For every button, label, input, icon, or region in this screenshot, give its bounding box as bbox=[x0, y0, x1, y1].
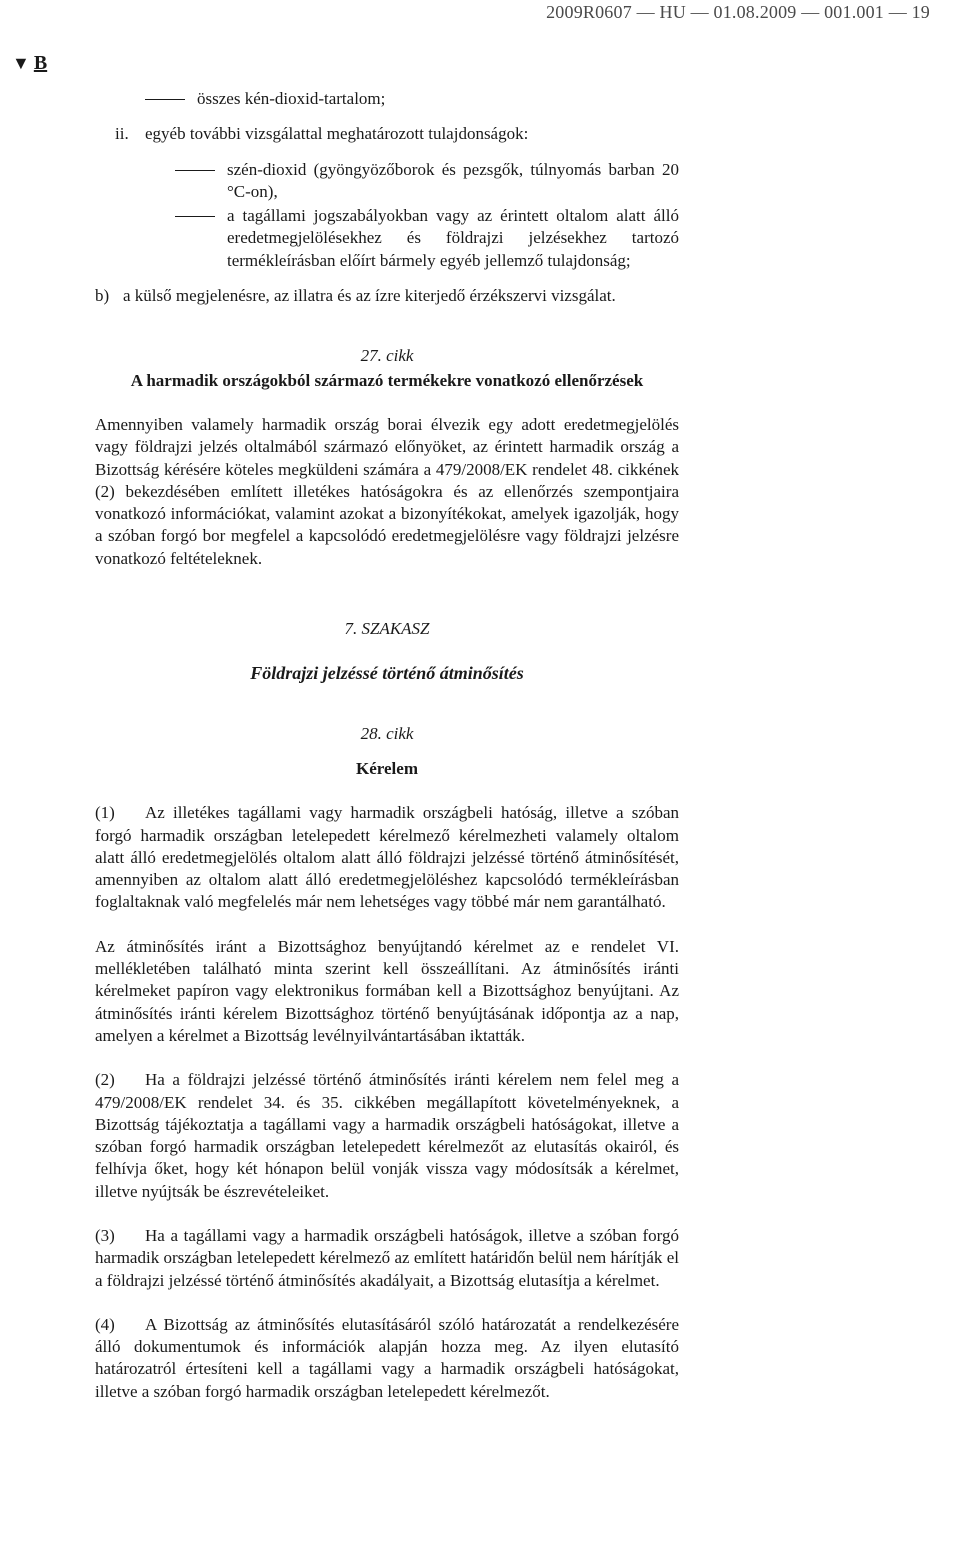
paragraph-2 bbox=[95, 1069, 679, 1203]
article-27-body: Amennyiben valamely harmadik ország borai élvezik egy adott eredetmegjelölés vagy földrajzi jelzés oltalmából származó előnyöket, az érintett harmadik ország a Bizottság kérésére köteles megküldeni számára a 479/2008/EK rendelet 48. cikkének (2) bekezdésében említett illetékes hatóságokra és az ellenőrzés szempontjaira vonatkozó információkat, valamint azokat a bizonyítékokat, amelyek igazolják, hogy a szóban forgó bor megfelel a kapcsolódó eredetmegjelölésre vagy földrajzi jelzésre vonatkozó feltételeknek. bbox=[95, 414, 679, 568]
list-item-ii-text: egyéb további vizsgálattal meghatározott tulajdonságok: bbox=[145, 124, 529, 144]
paragraph-4-number: (4) bbox=[95, 1314, 115, 1334]
paragraph-3-number: (3) bbox=[95, 1225, 115, 1245]
article-27-title: A harmadik országokból származó termékekre vonatkozó ellenőrzések bbox=[130, 370, 644, 390]
list-item-carbon-dioxide: szén-dioxid (gyöngyözőborok és pezsgők, túlnyomás barban 20 °C-on), bbox=[175, 159, 679, 204]
paragraph-1-text: Az illetékes tagállami vagy harmadik országbeli hatóság, illetve a szóban forgó harmadik országban letelepedett kérelmező kérelmezheti valamely oltalom alatt álló eredetmegjelölés oltalom alatt álló földrajzi jelzéssé történő átminősítését, amennyiben az oltalom alatt álló eredetmegjelöléshez kapcsolódó termékleírásban foglaltaknak való megfelelés már nem lehetséges vagy többé már nem garantálható. bbox=[95, 803, 679, 912]
paragraph-1-continuation: Az átminősítés iránt a Bizottsághoz benyújtandó kérelmet az e rendelet VI. mellékletében található minta szerint kell összeállítani. Az átminősítés iránti kérelmeket papíron vagy elektronikus formában kell a Bizottsághoz benyújtani. Az átminősítés iránti kérelem Bizottsághoz történő benyújtásának időpontja az a nap, amelyen a kérelmet a Bizottság levélnyilvántartásában iktatták. bbox=[95, 936, 679, 1045]
article-28-label: 28. cikk bbox=[360, 723, 414, 743]
section-7-title: Földrajzi jelzéssé történő átminősítés bbox=[250, 663, 524, 684]
document-body bbox=[95, 88, 679, 1403]
amendment-marker bbox=[12, 52, 47, 75]
paragraph-1 bbox=[95, 802, 679, 913]
list-item-sulphur-dioxide: összes kén-dioxid-tartalom; bbox=[145, 88, 679, 110]
list-item-b-text: a külső megjelenésre, az illatra és az ízre kiterjedő érzékszervi vizsgálat. bbox=[123, 286, 616, 306]
paragraph-1-number: (1) bbox=[95, 803, 115, 823]
amendment-marker-letter: B bbox=[33, 52, 48, 74]
section-7-label: 7. SZAKASZ bbox=[344, 619, 430, 639]
triangle-down-icon: ▼ bbox=[12, 53, 30, 73]
paragraph-3 bbox=[95, 1225, 679, 1292]
paragraph-2-text: Ha a földrajzi jelzéssé történő átminősítés iránti kérelem nem felel meg a 479/2008/EK rendelet 34. és 35. cikkében megállapított követelményeknek, a Bizottság tájékoztatja a tagállami vagy a harmadik országbeli hatóságokat, illetve a szóban forgó harmadik országban letelepedett kérelmezőt az elutasítás okairól, és felhívja őket, hogy két hónapon belül vonják vissza vagy módosítsák a kérelmet, illetve nyújtsák be észrevételeiket. bbox=[95, 1070, 679, 1201]
list-item-b bbox=[95, 285, 679, 307]
running-header: 2009R0607 — HU — 01.08.2009 — 001.001 — 19 bbox=[546, 2, 930, 22]
paragraph-3-text: Ha a tagállami vagy a harmadik országbeli hatóságok, illetve a szóban forgó harmadik országban letelepedett kérelmező az említett határidőn belül nem hárítják el a földrajzi jelzéssé történő átminősítés akadályait, a Bizottság elutasítja a kérelmet. bbox=[95, 1225, 679, 1290]
list-item-b-number: b) bbox=[95, 286, 110, 306]
article-27-label: 27. cikk bbox=[360, 346, 414, 366]
paragraph-2-number: (2) bbox=[95, 1070, 115, 1090]
paragraph-4-text: A Bizottság az átminősítés elutasításáról szóló határozatát a rendelkezésére álló dokumentumok és információk alapján hozza meg. Az ilyen elutasító határozatról értesíteni kell a tagállami vagy a harmadik országbeli hatóságokat, illetve a szóban forgó harmadik országban letelepedett kérelmezőt. bbox=[95, 1314, 679, 1401]
article-28-title: Kérelem bbox=[356, 758, 418, 778]
list-item-ii bbox=[115, 123, 679, 145]
paragraph-4 bbox=[95, 1314, 679, 1403]
list-item-other-properties: a tagállami jogszabályokban vagy az érintett oltalom alatt álló eredetmegjelölésekhez és földrajzi jelzésekhez tartozó termékleírásban előírt bármely egyéb jellemző tulajdonság; bbox=[175, 205, 679, 272]
list-item-ii-number: ii. bbox=[115, 124, 129, 144]
